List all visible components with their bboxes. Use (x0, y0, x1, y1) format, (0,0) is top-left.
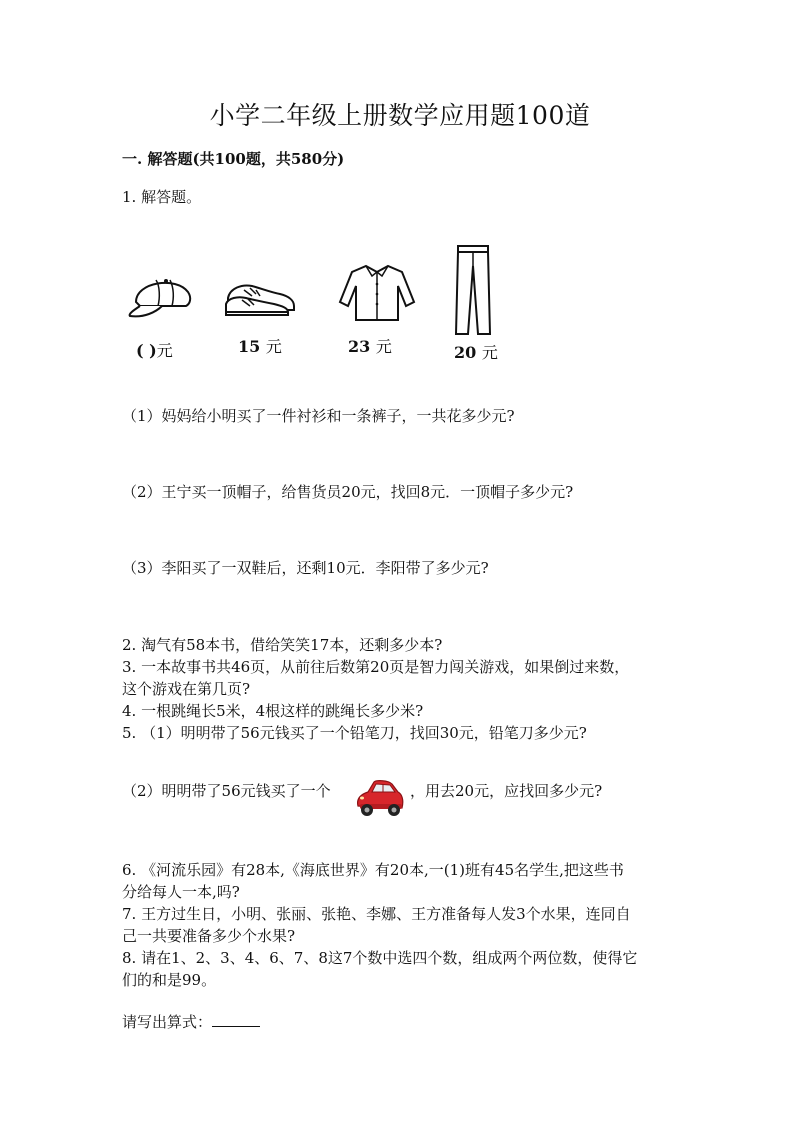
shoes-icon (224, 278, 300, 316)
question-8-line-1: 8. 请在1、2、3、4、6、7、8这7个数中选四个数，组成两个两位数，使得它 (122, 949, 638, 967)
question-3-line-2: 这个游戏在第几页? (122, 680, 251, 698)
pants-icon (454, 244, 494, 336)
cap-icon (126, 272, 198, 320)
question-1-sub-2: （2）王宁买一顶帽子，给售货员20元，找回8元．一顶帽子多少元? (122, 483, 574, 501)
question-3-line-1: 3. 一本故事书共46页，从前往后数第20页是智力闯关游戏，如果倒过来数， (122, 658, 630, 676)
answer-blank[interactable] (212, 1010, 260, 1027)
shirt-icon (336, 262, 418, 324)
question-6-line-1: 6. 《河流乐园》有28本,《海底世界》有20本,一(1)班有45名学生,把这些书 (122, 861, 624, 879)
section-heading: 一. 解答题(共100题，共580分) (122, 150, 345, 168)
shirt-price: 23 元 (348, 337, 392, 356)
shoes-price: 15 元 (238, 337, 282, 356)
answer-row (122, 1010, 260, 1033)
question-2: 2. 淘气有58本书，借给笑笑17本，还剩多少本? (122, 636, 443, 654)
question-5-sub-2-after: ，用去20元，应找回多少元? (410, 782, 603, 800)
pants-price: 20 元 (454, 343, 498, 362)
answer-prompt: 请写出算式： (122, 1013, 213, 1031)
question-5-sub-1: 5. （1）明明带了56元钱买了一个铅笔刀，找回30元，铅笔刀多少元? (122, 724, 587, 742)
question-1-sub-1: （1）妈妈给小明买了一件衬衫和一条裤子，一共花多少元? (122, 407, 515, 425)
question-7-line-1: 7. 王方过生日，小明、张丽、张艳、李娜、王方准备每人发3个水果，连同自 (122, 905, 631, 923)
question-1-label: 1. 解答题。 (122, 188, 202, 206)
question-5-sub-2-before: （2）明明带了56元钱买了一个 (122, 782, 331, 800)
page-title: 小学二年级上册数学应用题100道 (209, 101, 591, 130)
cap-price: ( )元 (136, 341, 173, 360)
car-icon (352, 776, 406, 820)
question-1-sub-3: （3）李阳买了一双鞋后，还剩10元．李阳带了多少元? (122, 559, 489, 577)
question-6-line-2: 分给每人一本,吗? (122, 883, 240, 901)
question-4: 4. 一根跳绳长5米，4根这样的跳绳长多少米? (122, 702, 424, 720)
question-8-line-2: 们的和是99。 (122, 971, 217, 989)
question-7-line-2: 己一共要准备多少个水果? (122, 927, 296, 945)
